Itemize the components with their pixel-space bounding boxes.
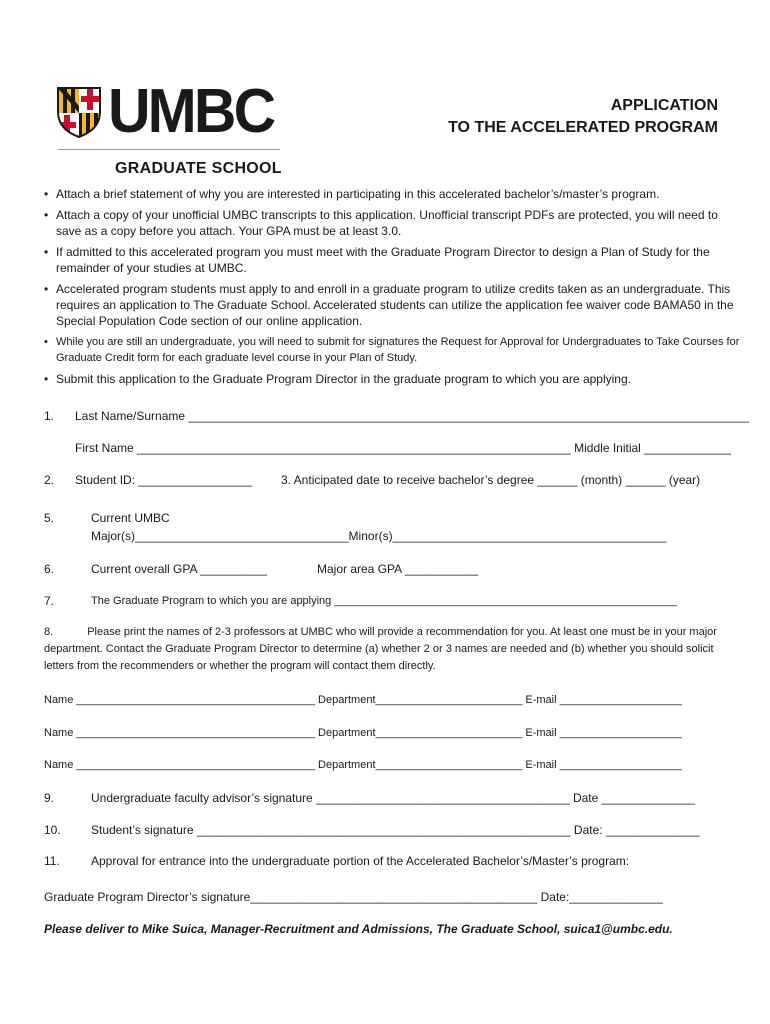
instructions-list (44, 186, 744, 392)
q1-number: 1. (44, 409, 55, 423)
maryland-shield-icon (56, 86, 102, 138)
logo-divider (58, 149, 280, 150)
instruction-item: • Submit this application to the Graduate Program Director in the graduate program to which you are applying. (44, 371, 744, 387)
logo-wordmark: UMBC (108, 77, 274, 146)
recommender-row[interactable]: Name _______________________________________ Department________________________ E-mail ____________________ (44, 727, 682, 739)
q8-text: Please print the names of 2-3 professors at UMBC who will provide a recommendation for you. At least one must be in your major department. Contact the Graduate Program Director to determine (a) whether 2 or 3 names are needed and (b) whether you should solicit letters from the recommenders or whether the program will contact them directly. (44, 626, 717, 672)
delivery-note: Please deliver to Mike Suica, Manager-Recruitment and Admissions, The Graduate School, suica1@umbc.edu. (44, 922, 673, 936)
instruction-item: • Attach a copy of your unofficial UMBC transcripts to this application. Unofficial transcript PDFs are protected, you will need to save as a copy before you attach. Your GPA must be at least 3.0. (44, 207, 744, 239)
title-line-2: TO THE ACCELERATED PROGRAM (448, 119, 718, 136)
director-signature-field[interactable]: Graduate Program Director’s signature___________________________________________ Date:______________ (44, 890, 663, 904)
q11-number: 11. (44, 854, 60, 868)
q9-number: 9. (44, 791, 55, 805)
recommender-row[interactable]: Name _______________________________________ Department________________________ E-mail ____________________ (44, 694, 682, 706)
q5-number: 5. (44, 511, 55, 525)
overall-gpa-field[interactable]: Current overall GPA __________ (91, 562, 267, 576)
student-signature-field[interactable]: Student’s signature ________________________________________________________ Date: ______________ (91, 823, 700, 837)
graduate-program-field[interactable]: The Graduate Program to which you are applying ________________________________________________________ (91, 595, 677, 607)
instruction-item: • If admitted to this accelerated program you must meet with the Graduate Program Director to design a Plan of Study for the remainder of your studies at UMBC. (44, 244, 744, 276)
instruction-item: • Attach a brief statement of why you are interested in participating in this accelerated bachelor’s/master’s program. (44, 186, 744, 202)
degree-date-field[interactable]: 3. Anticipated date to receive bachelor’s degree ______ (month) ______ (year) (281, 473, 701, 487)
instruction-item: • While you are still an undergraduate, you will need to submit for signatures the Request for Approval for Undergraduates to Take Courses for Graduate Credit form for each graduate level course in your Plan of Study. (44, 334, 744, 366)
last-name-field[interactable]: Last Name/Surname ____________________________________________________________________________________ (75, 409, 749, 423)
student-id-field[interactable]: Student ID: _________________ (75, 473, 252, 487)
page-title (448, 95, 718, 139)
major-gpa-field[interactable]: Major area GPA ___________ (317, 562, 479, 576)
q8-number: 8. (44, 626, 54, 638)
q7-number: 7. (44, 594, 55, 608)
q10-number: 10. (44, 823, 61, 837)
q11-label: Approval for entrance into the undergraduate portion of the Accelerated Bachelor’s/Master’s program: (91, 854, 630, 868)
advisor-signature-field[interactable]: Undergraduate faculty advisor’s signature ______________________________________ Date ______________ (91, 791, 696, 805)
instruction-item: • Accelerated program students must apply to and enroll in a graduate program to utilize credits taken as an undergraduate. This requires an application to The Graduate School. Accelerated students can utilize the application fee waiver code BAMA50 in the Special Population Code section of our online application. (44, 281, 744, 329)
title-line-1: APPLICATION (610, 97, 718, 114)
q5-label: Current UMBC (91, 511, 170, 525)
q8-instructions (44, 624, 744, 675)
recommender-row[interactable]: Name _______________________________________ Department________________________ E-mail ____________________ (44, 759, 682, 771)
q2-number: 2. (44, 473, 55, 487)
first-name-field[interactable]: First Name _________________________________________________________________ Middle Initial _____________ (75, 441, 731, 455)
major-minor-field[interactable]: Major(s)________________________________Minor(s)_________________________________________ (91, 529, 667, 543)
logo-subtitle: GRADUATE SCHOOL (115, 160, 282, 177)
q6-number: 6. (44, 562, 55, 576)
